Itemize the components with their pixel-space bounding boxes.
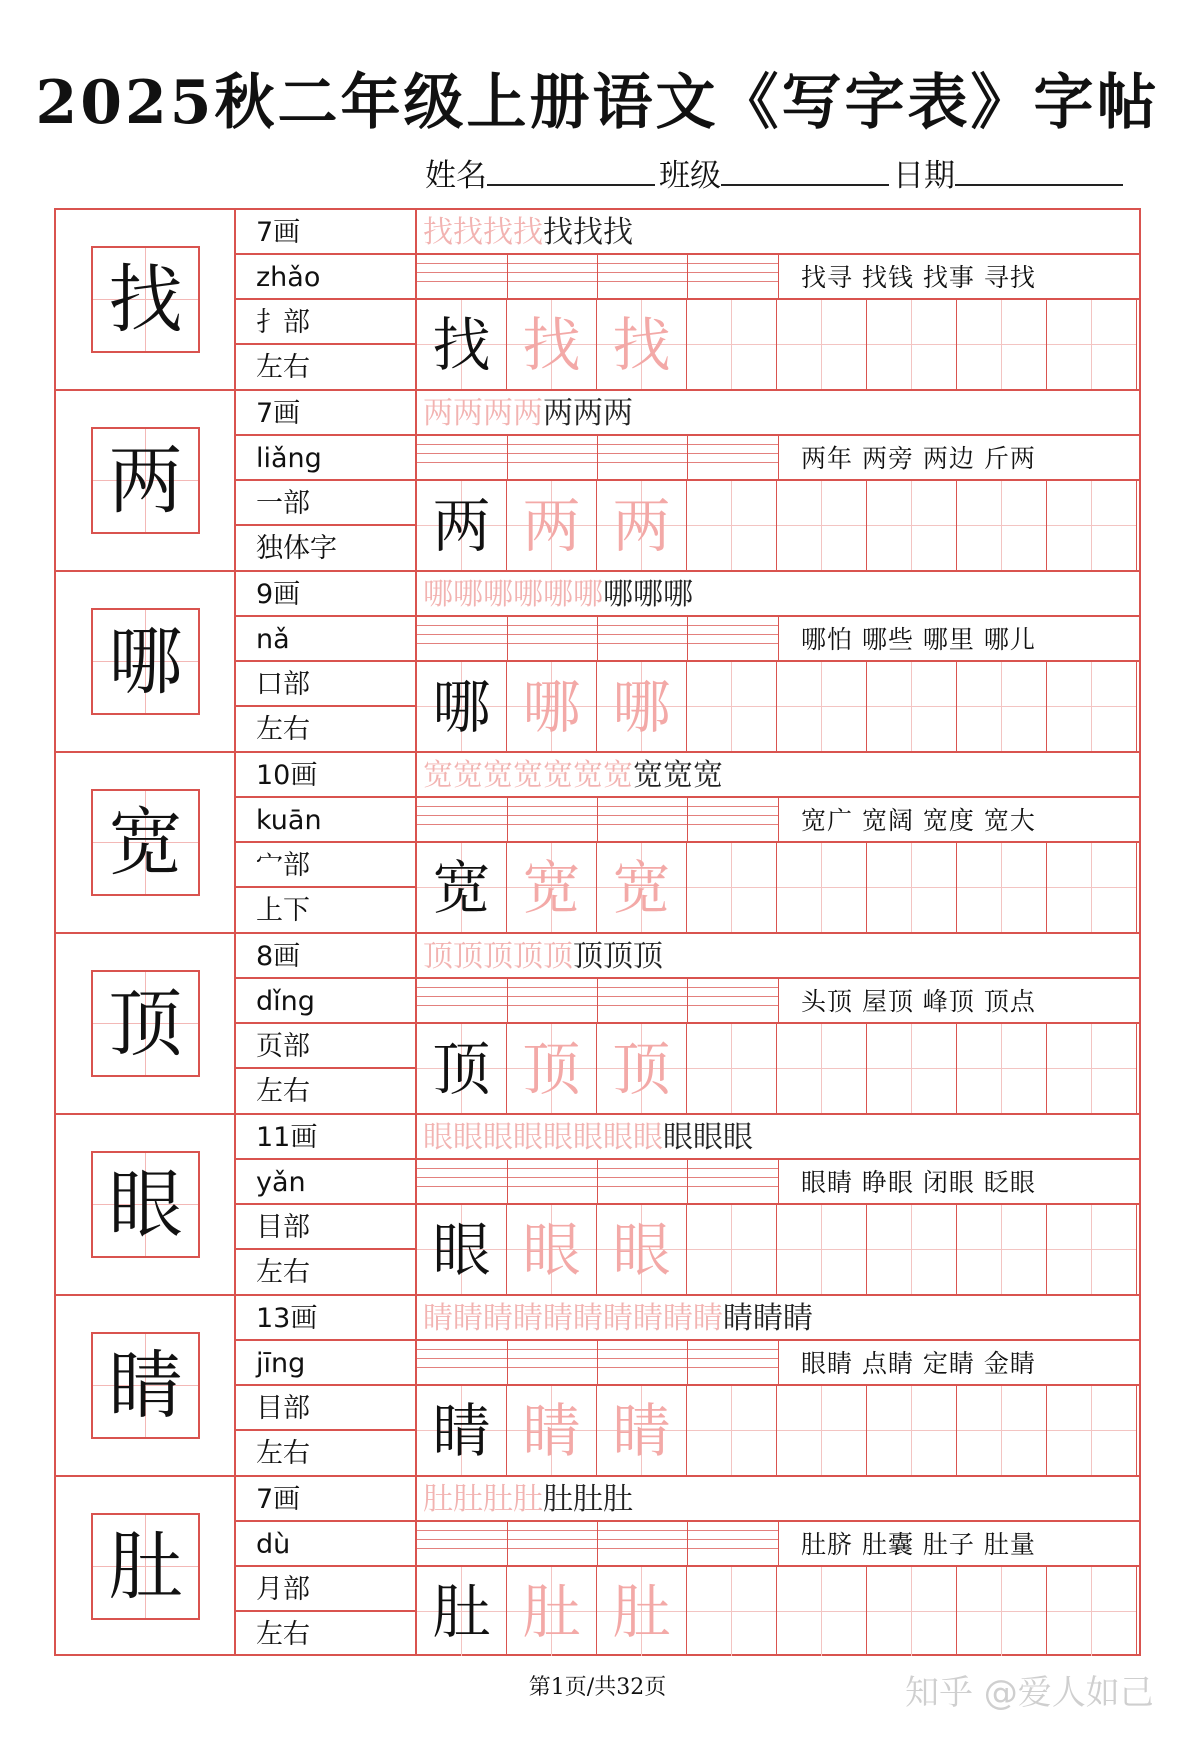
practice-grid [417, 843, 1139, 932]
stroke-step: 顶 [483, 939, 513, 974]
stroke-order-strip [417, 934, 1139, 979]
empty-writing-box[interactable] [867, 1567, 957, 1656]
trace-character-box: 找 [597, 300, 687, 389]
practice-grid [417, 1386, 1139, 1475]
pinyin: liǎng [236, 436, 415, 481]
practice-grid [417, 481, 1139, 570]
practice-grid [417, 1205, 1139, 1294]
info-column [236, 210, 417, 389]
stroke-step: 两 [483, 396, 513, 431]
stroke-step: 顶 [573, 939, 603, 974]
pinyin-divider [507, 436, 508, 481]
pinyin-divider [597, 1341, 598, 1386]
radical: 目部 [236, 1205, 415, 1250]
info-column [236, 1477, 417, 1656]
stroke-step: 眼 [453, 1120, 483, 1155]
stroke-step: 顶 [453, 939, 483, 974]
radical: 一部 [236, 481, 415, 526]
stroke-step: 哪 [423, 577, 453, 612]
pinyin-divider [597, 1522, 598, 1567]
info-column [236, 934, 417, 1113]
stroke-count: 7画 [236, 391, 415, 436]
empty-writing-box[interactable] [777, 662, 867, 751]
empty-writing-box[interactable] [687, 300, 777, 389]
radical: 月部 [236, 1567, 415, 1612]
empty-writing-box[interactable] [1047, 1024, 1137, 1113]
structure: 左右 [256, 1438, 310, 1469]
character-row [56, 1115, 1139, 1296]
pinyin-writing-lines[interactable] [417, 436, 778, 481]
big-char-cell [56, 1477, 236, 1656]
tian-grid-box [91, 1332, 200, 1439]
stroke-count: 7画 [236, 210, 415, 255]
name-label: 姓名 [425, 158, 487, 194]
empty-writing-box[interactable] [687, 1386, 777, 1475]
empty-writing-box[interactable] [1047, 300, 1137, 389]
pinyin-divider [507, 255, 508, 300]
stroke-order-strip [417, 391, 1139, 436]
stroke-step: 肚 [543, 1482, 573, 1517]
example-words: 两年 两旁 两边 斤两 [778, 436, 1139, 481]
pinyin-writing-lines[interactable] [417, 1160, 778, 1205]
pinyin: dǐng [236, 979, 415, 1024]
pinyin-divider [597, 1160, 598, 1205]
empty-writing-box[interactable] [1047, 481, 1137, 570]
empty-writing-box[interactable] [777, 1024, 867, 1113]
character-row [56, 1296, 1139, 1477]
stroke-step: 哪 [513, 577, 543, 612]
stroke-step: 睛 [603, 1301, 633, 1336]
stroke-step: 宽 [603, 758, 633, 793]
stroke-count: 11画 [236, 1115, 415, 1160]
pinyin: zhǎo [236, 255, 415, 300]
character-row [56, 934, 1139, 1115]
empty-writing-box[interactable] [957, 1205, 1047, 1294]
page-number: 第1页/共32页 [528, 1675, 667, 1700]
stroke-step: 睛 [633, 1301, 663, 1336]
main-character: 肚 [108, 1523, 183, 1610]
pinyin: jīng [236, 1341, 415, 1386]
date-label: 日期 [893, 158, 955, 194]
example-words: 找寻 找钱 找事 寻找 [778, 255, 1139, 300]
stroke-step: 哪 [663, 577, 693, 612]
stroke-step: 睛 [543, 1301, 573, 1336]
stroke-count: 8画 [236, 934, 415, 979]
main-character: 宽 [108, 799, 183, 886]
structure: 上下 [256, 895, 310, 926]
trace-character-box: 哪 [507, 662, 597, 751]
main-character: 眼 [108, 1161, 183, 1248]
practice-grid [417, 300, 1139, 389]
pinyin: nǎ [236, 617, 415, 662]
big-char-cell [56, 1115, 236, 1294]
empty-writing-box[interactable] [687, 662, 777, 751]
empty-writing-box[interactable] [777, 1386, 867, 1475]
stroke-step: 找 [453, 215, 483, 250]
practice-grid [417, 1024, 1139, 1113]
trace-character-box: 眼 [597, 1205, 687, 1294]
pinyin-divider [507, 1160, 508, 1205]
trace-character-box: 宽 [597, 843, 687, 932]
empty-writing-box[interactable] [867, 300, 957, 389]
empty-writing-box[interactable] [777, 1205, 867, 1294]
trace-character-box: 宽 [507, 843, 597, 932]
stroke-step: 睛 [663, 1301, 693, 1336]
stroke-order-strip [417, 210, 1139, 255]
big-char-cell [56, 572, 236, 751]
stroke-step: 睛 [693, 1301, 723, 1336]
empty-writing-box[interactable] [867, 843, 957, 932]
pinyin: yǎn [236, 1160, 415, 1205]
trace-character-box: 顶 [597, 1024, 687, 1113]
stroke-step: 眼 [543, 1120, 573, 1155]
empty-writing-box[interactable] [777, 843, 867, 932]
empty-writing-box[interactable] [1047, 1205, 1137, 1294]
stroke-step: 宽 [423, 758, 453, 793]
empty-writing-box[interactable] [957, 1024, 1047, 1113]
stroke-order-strip [417, 572, 1139, 617]
trace-character-box: 眼 [507, 1205, 597, 1294]
tian-grid-box [91, 246, 200, 353]
pinyin-writing-lines[interactable] [417, 617, 778, 662]
stroke-step: 眼 [423, 1120, 453, 1155]
tian-grid-box [91, 1513, 200, 1620]
stroke-step: 找 [483, 215, 513, 250]
model-character-box: 两 [417, 481, 507, 570]
structure: 左右 [256, 1619, 310, 1650]
stroke-count: 7画 [236, 1477, 415, 1522]
stroke-step: 睛 [783, 1301, 813, 1336]
stroke-step: 睛 [723, 1301, 753, 1336]
example-words: 眼睛 点睛 定睛 金睛 [778, 1341, 1139, 1386]
name-blank[interactable] [487, 156, 655, 186]
stroke-step: 两 [543, 396, 573, 431]
radical: 扌部 [236, 300, 415, 345]
stroke-step: 睛 [753, 1301, 783, 1336]
pinyin-divider [507, 617, 508, 662]
main-character: 睛 [108, 1342, 183, 1429]
stroke-step: 睛 [483, 1301, 513, 1336]
empty-writing-box[interactable] [957, 300, 1047, 389]
stroke-step: 肚 [483, 1482, 513, 1517]
example-words: 头顶 屋顶 峰顶 顶点 [778, 979, 1139, 1024]
stroke-step: 睛 [453, 1301, 483, 1336]
pinyin-divider [687, 436, 688, 481]
empty-writing-box[interactable] [957, 1386, 1047, 1475]
stroke-step: 两 [513, 396, 543, 431]
stroke-step: 宽 [573, 758, 603, 793]
stroke-step: 顶 [543, 939, 573, 974]
info-column [236, 753, 417, 932]
pinyin: kuān [236, 798, 415, 843]
character-row [56, 210, 1139, 391]
character-row [56, 753, 1139, 934]
info-column [236, 1115, 417, 1294]
model-character-box: 宽 [417, 843, 507, 932]
tian-grid-box [91, 608, 200, 715]
stroke-step: 宽 [543, 758, 573, 793]
stroke-step: 肚 [453, 1482, 483, 1517]
stroke-step: 眼 [573, 1120, 603, 1155]
empty-writing-box[interactable] [687, 843, 777, 932]
big-char-cell [56, 934, 236, 1113]
structure: 左右 [256, 1257, 310, 1288]
pinyin-writing-lines[interactable] [417, 798, 778, 843]
tian-grid-box [91, 970, 200, 1077]
tian-grid-box [91, 789, 200, 896]
structure: 独体字 [256, 533, 337, 564]
class-label: 班级 [659, 158, 721, 194]
pinyin-divider [687, 979, 688, 1024]
pinyin-divider [687, 617, 688, 662]
stroke-count: 9画 [236, 572, 415, 617]
main-character: 哪 [108, 618, 183, 705]
empty-writing-box[interactable] [1047, 662, 1137, 751]
empty-writing-box[interactable] [687, 1567, 777, 1656]
stroke-order-strip [417, 1477, 1139, 1522]
pinyin-divider [597, 255, 598, 300]
main-character: 找 [108, 256, 183, 343]
model-character-box: 肚 [417, 1567, 507, 1656]
stroke-step: 两 [423, 396, 453, 431]
stroke-count: 10画 [236, 753, 415, 798]
stroke-step: 找 [423, 215, 453, 250]
pinyin-writing-lines[interactable] [417, 979, 778, 1024]
character-row [56, 391, 1139, 572]
character-row [56, 572, 1139, 753]
stroke-step: 哪 [573, 577, 603, 612]
stroke-step: 哪 [483, 577, 513, 612]
pinyin-writing-lines[interactable] [417, 255, 778, 300]
pinyin-divider [507, 979, 508, 1024]
stroke-step: 眼 [513, 1120, 543, 1155]
empty-writing-box[interactable] [687, 1205, 777, 1294]
stroke-step: 肚 [603, 1482, 633, 1517]
stroke-step: 哪 [543, 577, 573, 612]
structure: 左右 [256, 1076, 310, 1107]
trace-character-box: 睛 [507, 1386, 597, 1475]
practice-sheet [54, 208, 1141, 1656]
stroke-step: 睛 [513, 1301, 543, 1336]
stroke-step: 哪 [603, 577, 633, 612]
example-words: 肚脐 肚囊 肚子 肚量 [778, 1522, 1139, 1567]
trace-character-box: 肚 [507, 1567, 597, 1656]
trace-character-box: 睛 [597, 1386, 687, 1475]
stroke-step: 眼 [603, 1120, 633, 1155]
stroke-order-strip [417, 753, 1139, 798]
example-words: 宽广 宽阔 宽度 宽大 [778, 798, 1139, 843]
structure: 左右 [256, 352, 310, 383]
stroke-step: 眼 [483, 1120, 513, 1155]
stroke-step: 眼 [693, 1120, 723, 1155]
stroke-step: 肚 [573, 1482, 603, 1517]
pinyin-divider [507, 1341, 508, 1386]
model-character-box: 哪 [417, 662, 507, 751]
page-title: 2025秋二年级上册语文《写字表》字帖 [35, 68, 1160, 138]
pinyin: dù [236, 1522, 415, 1567]
empty-writing-box[interactable] [867, 1386, 957, 1475]
practice-grid [417, 662, 1139, 751]
empty-writing-box[interactable] [867, 1024, 957, 1113]
trace-character-box: 两 [597, 481, 687, 570]
trace-character-box: 哪 [597, 662, 687, 751]
empty-writing-box[interactable] [777, 481, 867, 570]
character-row [56, 1477, 1139, 1658]
trace-character-box: 顶 [507, 1024, 597, 1113]
stroke-step: 顶 [423, 939, 453, 974]
stroke-step: 顶 [513, 939, 543, 974]
stroke-step: 哪 [633, 577, 663, 612]
model-character-box: 找 [417, 300, 507, 389]
stroke-step: 宽 [453, 758, 483, 793]
class-blank[interactable] [721, 156, 889, 186]
model-character-box: 眼 [417, 1205, 507, 1294]
trace-character-box: 找 [507, 300, 597, 389]
example-words: 哪怕 哪些 哪里 哪儿 [778, 617, 1139, 662]
tian-grid-box [91, 427, 200, 534]
example-words: 眼睛 睁眼 闭眼 眨眼 [778, 1160, 1139, 1205]
info-column [236, 572, 417, 751]
model-character-box: 睛 [417, 1386, 507, 1475]
stroke-step: 眼 [663, 1120, 693, 1155]
pinyin-divider [597, 617, 598, 662]
empty-writing-box[interactable] [957, 662, 1047, 751]
trace-character-box: 肚 [597, 1567, 687, 1656]
structure: 左右 [256, 714, 310, 745]
empty-writing-box[interactable] [777, 300, 867, 389]
pinyin-divider [687, 255, 688, 300]
stroke-order-strip [417, 1296, 1139, 1341]
model-character-box: 顶 [417, 1024, 507, 1113]
pinyin-writing-lines[interactable] [417, 1341, 778, 1386]
stroke-step: 宽 [693, 758, 723, 793]
stroke-step: 眼 [633, 1120, 663, 1155]
empty-writing-box[interactable] [777, 1567, 867, 1656]
pinyin-divider [597, 979, 598, 1024]
empty-writing-box[interactable] [957, 1567, 1047, 1656]
stroke-order-strip [417, 1115, 1139, 1160]
empty-writing-box[interactable] [1047, 1567, 1137, 1656]
main-character: 顶 [108, 980, 183, 1067]
info-column [236, 391, 417, 570]
pinyin-divider [687, 798, 688, 843]
big-char-cell [56, 210, 236, 389]
empty-writing-box[interactable] [867, 481, 957, 570]
pinyin-divider [507, 798, 508, 843]
stroke-step: 宽 [633, 758, 663, 793]
stroke-step: 宽 [483, 758, 513, 793]
info-column [236, 1296, 417, 1475]
practice-grid [417, 1567, 1139, 1656]
pinyin-divider [597, 436, 598, 481]
stroke-step: 两 [573, 396, 603, 431]
stroke-step: 顶 [603, 939, 633, 974]
big-char-cell [56, 753, 236, 932]
empty-writing-box[interactable] [867, 1205, 957, 1294]
stroke-step: 睛 [573, 1301, 603, 1336]
stroke-step: 两 [453, 396, 483, 431]
date-blank[interactable] [955, 156, 1123, 186]
pinyin-divider [687, 1160, 688, 1205]
stroke-step: 肚 [513, 1482, 543, 1517]
stroke-step: 找 [603, 215, 633, 250]
stroke-step: 找 [543, 215, 573, 250]
empty-writing-box[interactable] [687, 481, 777, 570]
main-character: 两 [108, 437, 183, 524]
radical: 目部 [236, 1386, 415, 1431]
radical: 宀部 [236, 843, 415, 888]
pinyin-divider [687, 1341, 688, 1386]
stroke-step: 找 [573, 215, 603, 250]
pinyin-divider [507, 1522, 508, 1567]
stroke-step: 找 [513, 215, 543, 250]
student-info-line [425, 150, 1127, 195]
stroke-step: 宽 [513, 758, 543, 793]
empty-writing-box[interactable] [1047, 843, 1137, 932]
pinyin-divider [687, 1522, 688, 1567]
big-char-cell [56, 1296, 236, 1475]
empty-writing-box[interactable] [687, 1024, 777, 1113]
empty-writing-box[interactable] [957, 481, 1047, 570]
radical: 口部 [236, 662, 415, 707]
tian-grid-box [91, 1151, 200, 1258]
radical: 页部 [236, 1024, 415, 1069]
watermark: 知乎 @爱人如己 [905, 1673, 1154, 1713]
pinyin-divider [597, 798, 598, 843]
stroke-step: 两 [603, 396, 633, 431]
stroke-step: 肚 [423, 1482, 453, 1517]
empty-writing-box[interactable] [867, 662, 957, 751]
pinyin-writing-lines[interactable] [417, 1522, 778, 1567]
stroke-step: 睛 [423, 1301, 453, 1336]
big-char-cell [56, 391, 236, 570]
stroke-step: 眼 [723, 1120, 753, 1155]
trace-character-box: 两 [507, 481, 597, 570]
empty-writing-box[interactable] [1047, 1386, 1137, 1475]
empty-writing-box[interactable] [957, 843, 1047, 932]
stroke-step: 哪 [453, 577, 483, 612]
stroke-count: 13画 [236, 1296, 415, 1341]
stroke-step: 宽 [663, 758, 693, 793]
stroke-step: 顶 [633, 939, 663, 974]
